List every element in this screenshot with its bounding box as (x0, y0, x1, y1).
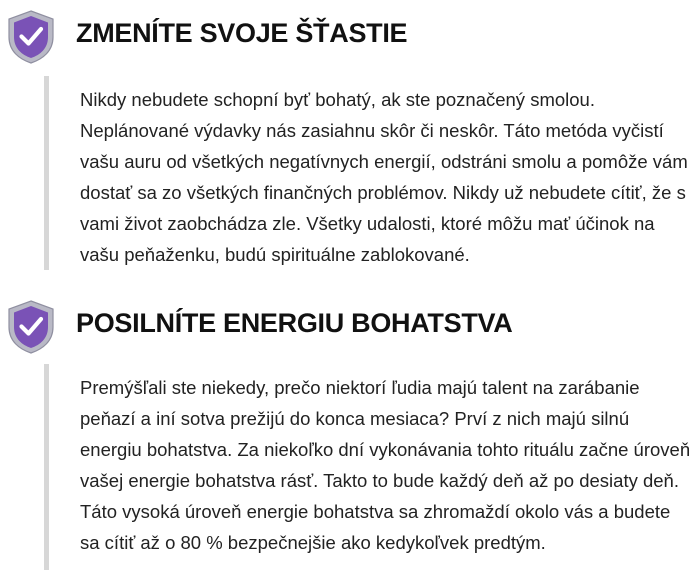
section-text: Premýšľali ste niekedy, prečo niektorí ľudia majú talent na zarábanie peňazí a iní sotva prežijú do konca mesiaca? Prví z nich majú silnú energiu bohatstva. Za niekoľko dní vykonávania tohto rituálu začne úroveň vašej energie bohatstva rásť. Takto to bude každý deň až po desiaty deň. Táto vysoká úroveň energie bohatstva sa zhromaždí okolo vás a budete sa cítiť až o 80 % bezpečnejšie ako kedykoľvek predtým. (80, 377, 691, 553)
shield-check-icon (6, 10, 56, 64)
shield-check-icon (6, 300, 56, 354)
quote-bar (44, 76, 49, 270)
section-header (0, 0, 700, 72)
section-title: ZMENÍTE SVOJE ŠŤASTIE (76, 18, 408, 48)
section-title: POSILNÍTE ENERGIU BOHATSTVA (76, 308, 513, 338)
quote-bar (44, 364, 49, 570)
section-text: Nikdy nebudete schopní byť bohatý, ak ste poznačený smolou. Neplánované výdavky nás zasiahnu skôr či neskôr. Táto metóda vyčistí vašu auru od všetkých negatívnych energií, odstráni smolu a pomôže vám dostať sa zo všetkých finančných problémov. Nikdy už nebudete cítiť, že s vami život zaobchádza zle. Všetky udalosti, ktoré môžu mať účinok na vašu peňaženku, budú spirituálne zablokované. (80, 89, 688, 265)
section-header (0, 290, 700, 362)
